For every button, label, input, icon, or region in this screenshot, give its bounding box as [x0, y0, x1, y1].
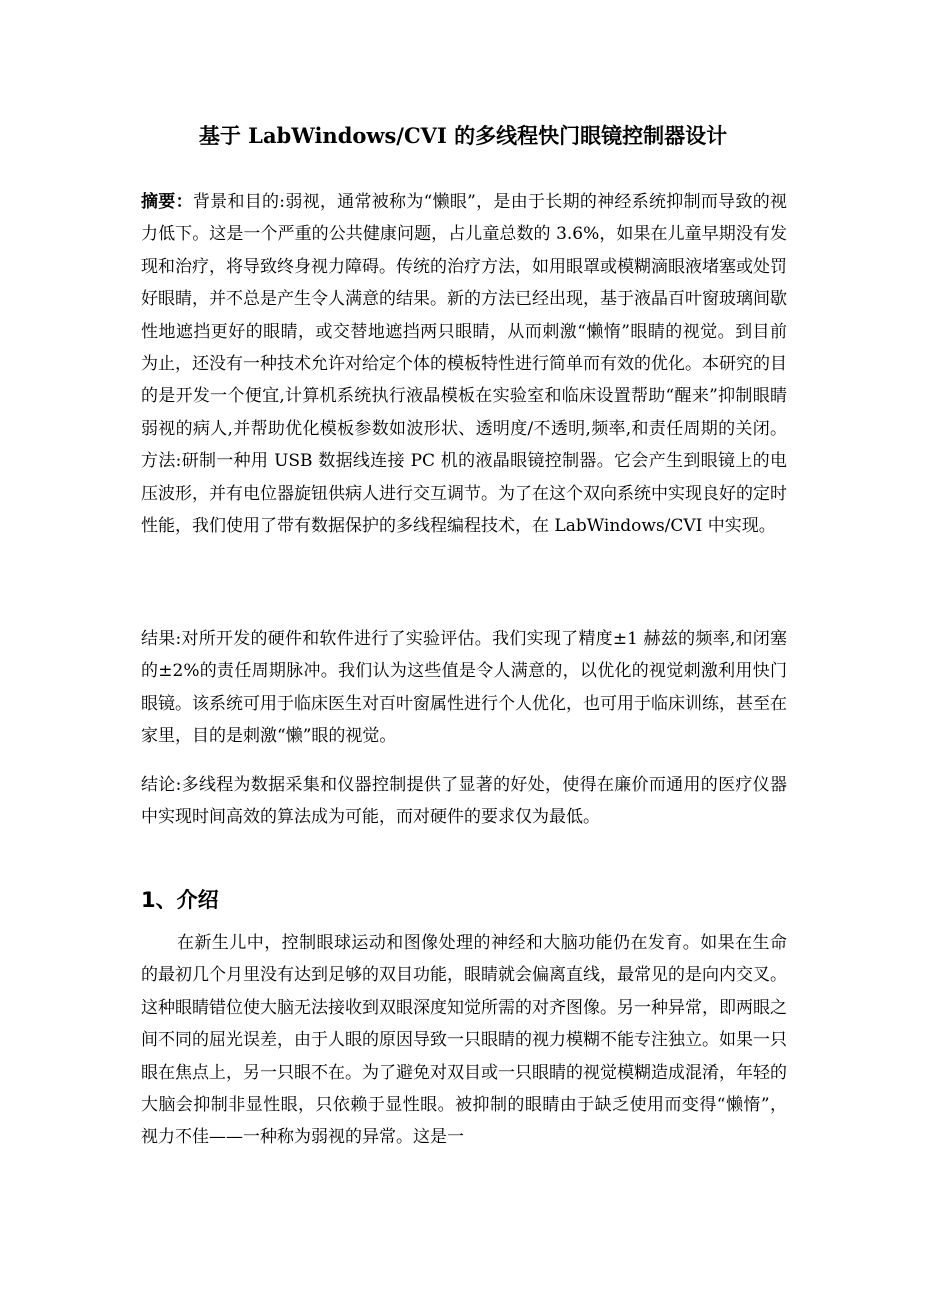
abstract-conclusion: 结论:多线程为数据采集和仪器控制提供了显著的好处，使得在廉价而通用的医疗仪器中实现时间高效的算法成为可能，而对硬件的要求仅为最低。: [141, 775, 787, 828]
introduction-paragraph: 在新生儿中，控制眼球运动和图像处理的神经和大脑功能仍在发育。如果在生命的最初几个月里没有达到足够的双目功能，眼睛就会偏离直线，最常见的是向内交叉。这种眼睛错位使大脑无法接收到双眼深度知觉所需的对齐图像。另一种异常，即两眼之间不同的屈光误差，由于人眼的原因导致一只眼睛的视力模糊不能专注独立。如果一只眼在焦点上，另一只眼不在。为了避免对双目或一只眼睛的视觉模糊造成混淆，年轻的大脑会抑制非显性眼，只依赖于显性眼。被抑制的眼睛由于缺乏使用而变得“懒惰”，视力不佳——一种称为弱视的异常。这是一: [141, 933, 787, 1148]
abstract-paragraph: [141, 186, 787, 542]
abstract-text: 背景和目的:弱视，通常被称为“懒眼”，是由于长期的神经系统抑制而导致的视力低下。这是一个严重的公共健康问题，占儿童总数的 3.6%，如果在儿童早期没有发现和治疗，将导致终身视力障碍。传统的治疗方法，如用眼罩或模糊滴眼液堵塞或处罚好眼睛，并不总是产生令人满意的结果。新的方法已经出现，基于液晶百叶窗玻璃间歇性地遮挡更好的眼睛，或交替地遮挡两只眼睛，从而刺激“懒惰”眼睛的视觉。到目前为止，还没有一种技术允许对给定个体的模板特性进行简单而有效的优化。本研究的目的是开发一个便宜,计算机系统执行液晶模板在实验室和临床设置帮助“醒来”抑制眼睛弱视的病人,并帮助优化模板参数如波形状、透明度/不透明,频率,和责任周期的关闭。方法:研制一种用 USB 数据线连接 PC 机的液晶眼镜控制器。它会产生到眼镜上的电压波形，并有电位器旋钮供病人进行交互调节。为了在这个双向系统中实现良好的定时性能，我们使用了带有数据保护的多线程编程技术，在 LabWindows/CVI 中实现。: [141, 192, 788, 537]
section-heading-introduction: 1、介绍: [141, 888, 219, 912]
abstract-label: 摘要：: [141, 192, 193, 212]
abstract-result: 结果:对所开发的硬件和软件进行了实验评估。我们实现了精度±1 赫兹的频率,和闭塞的±2%的责任周期脉冲。我们认为这些值是令人满意的，以优化的视觉刺激利用快门眼镜。该系统可用于临床医生对百叶窗属性进行个人优化，也可用于临床训练，甚至在家里，目的是刺激“懒”眼的视觉。: [141, 629, 787, 747]
paper-title: 基于 LabWindows/CVI 的多线程快门眼镜控制器设计: [198, 123, 728, 148]
